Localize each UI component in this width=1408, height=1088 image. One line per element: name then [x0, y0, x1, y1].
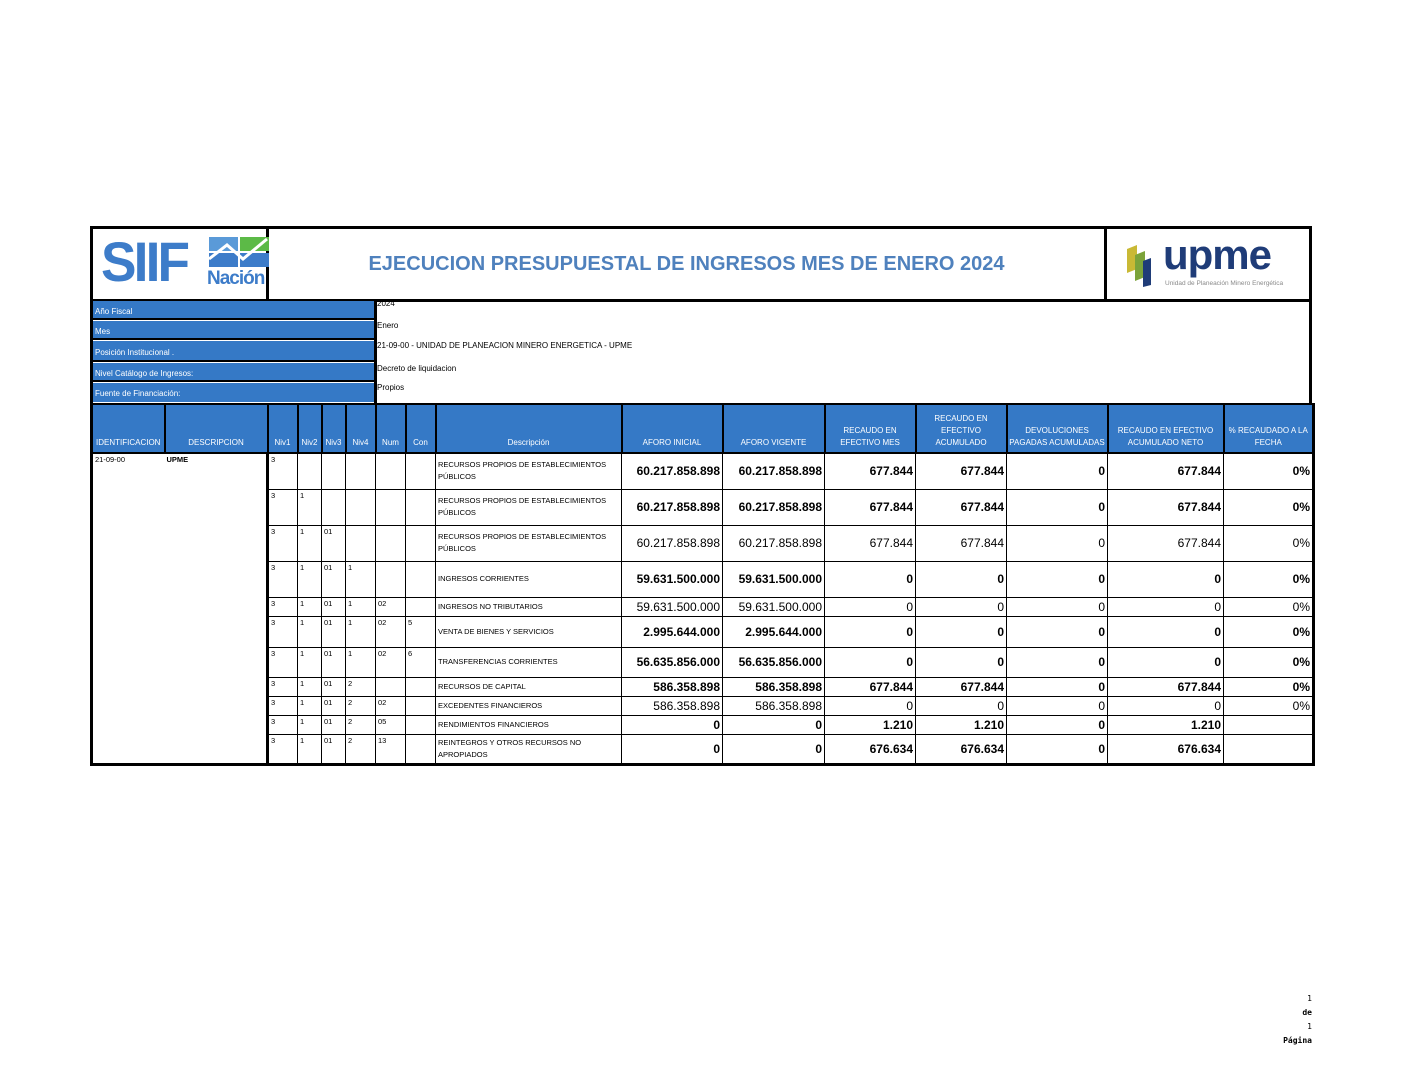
con-cell: 5: [406, 616, 436, 647]
recaudo-mes-cell: 0: [825, 597, 916, 616]
col-header-niv3: Niv3: [322, 404, 346, 453]
info-label: Posición Institucional .: [93, 341, 374, 362]
niv1-cell: 3: [268, 715, 298, 734]
con-cell: [406, 715, 436, 734]
concept-description-cell: TRANSFERENCIAS CORRIENTES: [436, 647, 622, 677]
concept-description-cell: RECURSOS PROPIOS DE ESTABLECIMIENTOS PÚBLICOS: [436, 453, 622, 489]
table-row: [92, 715, 1314, 734]
aforo-inicial-cell: 60.217.858.898: [622, 489, 723, 525]
niv4-cell: 2: [346, 696, 376, 715]
col-header-recaudo-neto: RECAUDO EN EFECTIVO ACUMULADO NETO: [1108, 404, 1224, 453]
table-row: [92, 525, 1314, 561]
page-label: Página: [1283, 1036, 1312, 1045]
niv4-cell: 1: [346, 647, 376, 677]
table-row: [92, 616, 1314, 647]
pct-cell: 0%: [1224, 489, 1314, 525]
recaudo-neto-cell: 1.210: [1108, 715, 1224, 734]
niv4-cell: [346, 489, 376, 525]
aforo-vigente-cell: 0: [723, 734, 825, 764]
page-current: 1: [1307, 994, 1312, 1003]
aforo-inicial-cell: 60.217.858.898: [622, 525, 723, 561]
recaudo-mes-cell: 0: [825, 616, 916, 647]
aforo-vigente-cell: 0: [723, 715, 825, 734]
info-value: Enero: [377, 321, 399, 330]
niv2-cell: 1: [298, 715, 322, 734]
col-header-description: Descripción: [436, 404, 622, 453]
pct-cell: 0%: [1224, 677, 1314, 696]
devoluciones-cell: 0: [1007, 734, 1108, 764]
recaudo-mes-cell: 0: [825, 647, 916, 677]
recaudo-acum-cell: 0: [916, 561, 1007, 597]
recaudo-mes-cell: 677.844: [825, 453, 916, 489]
aforo-inicial-cell: 586.358.898: [622, 677, 723, 696]
niv2-cell: 1: [298, 677, 322, 696]
devoluciones-cell: 0: [1007, 561, 1108, 597]
niv3-cell: [322, 489, 346, 525]
table-row: [92, 597, 1314, 616]
aforo-inicial-cell: 0: [622, 715, 723, 734]
niv4-cell: 2: [346, 734, 376, 764]
recaudo-mes-cell: 0: [825, 561, 916, 597]
niv4-cell: 1: [346, 597, 376, 616]
recaudo-neto-cell: 677.844: [1108, 453, 1224, 489]
page-indicator: [1283, 992, 1312, 1048]
info-label: Fuente de Financiación:: [93, 383, 374, 402]
concept-description-cell: RENDIMIENTOS FINANCIEROS: [436, 715, 622, 734]
recaudo-mes-cell: 0: [825, 696, 916, 715]
recaudo-neto-cell: 0: [1108, 561, 1224, 597]
col-header-niv4: Niv4: [346, 404, 376, 453]
col-header-recaudo-mes: RECAUDO EN EFECTIVO MES: [825, 404, 916, 453]
con-cell: [406, 489, 436, 525]
niv1-cell: 3: [268, 677, 298, 696]
aforo-vigente-cell: 586.358.898: [723, 677, 825, 696]
aforo-vigente-cell: 2.995.644.000: [723, 616, 825, 647]
report-title: EJECUCION PRESUPUESTAL DE INGRESOS MES DE ENERO 2024: [368, 252, 1005, 275]
niv1-cell: 3: [268, 734, 298, 764]
table-body: [92, 453, 1314, 764]
niv2-cell: 1: [298, 616, 322, 647]
aforo-vigente-cell: 60.217.858.898: [723, 489, 825, 525]
pct-cell: [1224, 715, 1314, 734]
recaudo-mes-cell: 677.844: [825, 677, 916, 696]
recaudo-acum-cell: 677.844: [916, 453, 1007, 489]
recaudo-neto-cell: 677.844: [1108, 525, 1224, 561]
upme-logo-text: upme: [1163, 231, 1272, 278]
recaudo-neto-cell: 0: [1108, 597, 1224, 616]
num-cell: [376, 677, 406, 696]
upme-logo: [1107, 229, 1309, 299]
aforo-vigente-cell: 586.358.898: [723, 696, 825, 715]
aforo-vigente-cell: 60.217.858.898: [723, 525, 825, 561]
col-header-descripcion: DESCRIPCION: [165, 404, 268, 453]
niv3-cell: 01: [322, 734, 346, 764]
table-row: [92, 561, 1314, 597]
info-row-funding-source: [93, 383, 1309, 403]
concept-description-cell: REINTEGROS Y OTROS RECURSOS NO APROPIADOS: [436, 734, 622, 764]
col-header-con: Con: [406, 404, 436, 453]
niv3-cell: 01: [322, 647, 346, 677]
niv4-cell: [346, 525, 376, 561]
pct-cell: 0%: [1224, 597, 1314, 616]
col-header-devoluciones: DEVOLUCIONES PAGADAS ACUMULADAS: [1007, 404, 1108, 453]
devoluciones-cell: 0: [1007, 696, 1108, 715]
devoluciones-cell: 0: [1007, 597, 1108, 616]
title-cell: [269, 229, 1107, 299]
aforo-inicial-cell: 59.631.500.000: [622, 561, 723, 597]
aforo-vigente-cell: 59.631.500.000: [723, 597, 825, 616]
niv2-cell: 1: [298, 734, 322, 764]
con-cell: [406, 734, 436, 764]
niv4-cell: 1: [346, 561, 376, 597]
num-cell: [376, 453, 406, 489]
niv3-cell: 01: [322, 597, 346, 616]
recaudo-mes-cell: 1.210: [825, 715, 916, 734]
pct-cell: 0%: [1224, 561, 1314, 597]
col-header-aforo-inicial: AFORO INICIAL: [622, 404, 723, 453]
num-cell: [376, 489, 406, 525]
niv3-cell: 01: [322, 677, 346, 696]
niv4-cell: 2: [346, 677, 376, 696]
num-cell: [376, 561, 406, 597]
con-cell: [406, 597, 436, 616]
con-cell: 6: [406, 647, 436, 677]
recaudo-mes-cell: 676.634: [825, 734, 916, 764]
niv3-cell: 01: [322, 525, 346, 561]
niv3-cell: 01: [322, 561, 346, 597]
info-row-month: [93, 321, 1309, 341]
recaudo-acum-cell: 0: [916, 696, 1007, 715]
niv3-cell: 01: [322, 696, 346, 715]
con-cell: [406, 561, 436, 597]
recaudo-neto-cell: 677.844: [1108, 489, 1224, 525]
aforo-inicial-cell: 59.631.500.000: [622, 597, 723, 616]
info-value: 21-09-00 - UNIDAD DE PLANEACION MINERO ENERGETICA - UPME: [377, 341, 633, 350]
siif-logo: [93, 229, 269, 299]
niv2-cell: [298, 453, 322, 489]
niv1-cell: 3: [268, 561, 298, 597]
recaudo-acum-cell: 0: [916, 647, 1007, 677]
aforo-vigente-cell: 56.635.856.000: [723, 647, 825, 677]
col-header-niv1: Niv1: [268, 404, 298, 453]
pct-cell: [1224, 734, 1314, 764]
info-label: Nivel Catálogo de Ingresos:: [93, 363, 374, 382]
col-header-recaudo-acumulado: RECAUDO EN EFECTIVO ACUMULADO: [916, 404, 1007, 453]
con-cell: [406, 453, 436, 489]
recaudo-acum-cell: 677.844: [916, 489, 1007, 525]
niv3-cell: [322, 453, 346, 489]
info-label: Año Fiscal: [93, 301, 374, 320]
table-row: [92, 453, 1314, 489]
num-cell: 02: [376, 647, 406, 677]
concept-description-cell: VENTA DE BIENES Y SERVICIOS: [436, 616, 622, 647]
niv3-cell: 01: [322, 715, 346, 734]
niv1-cell: 3: [268, 453, 298, 489]
pct-cell: 0%: [1224, 453, 1314, 489]
aforo-inicial-cell: 60.217.858.898: [622, 453, 723, 489]
num-cell: 13: [376, 734, 406, 764]
concept-description-cell: RECURSOS PROPIOS DE ESTABLECIMIENTOS PÚBLICOS: [436, 489, 622, 525]
col-header-pct-recaudado: % RECAUDADO A LA FECHA: [1224, 404, 1314, 453]
devoluciones-cell: 0: [1007, 647, 1108, 677]
table-row: [92, 489, 1314, 525]
table-header-row: [92, 404, 1314, 453]
devoluciones-cell: 0: [1007, 489, 1108, 525]
table-row: [92, 734, 1314, 764]
niv2-cell: 1: [298, 561, 322, 597]
devoluciones-cell: 0: [1007, 715, 1108, 734]
trend-chart-icon: [209, 237, 269, 267]
aforo-inicial-cell: 2.995.644.000: [622, 616, 723, 647]
aforo-inicial-cell: 0: [622, 734, 723, 764]
pct-cell: 0%: [1224, 616, 1314, 647]
col-header-aforo-vigente: AFORO VIGENTE: [723, 404, 825, 453]
niv2-cell: 1: [298, 647, 322, 677]
info-value: Propios: [377, 383, 405, 392]
report-header: [90, 226, 1312, 302]
siif-logo-text: SIIF: [101, 230, 188, 293]
niv2-cell: 1: [298, 696, 322, 715]
recaudo-acum-cell: 677.844: [916, 525, 1007, 561]
concept-description-cell: INGRESOS NO TRIBUTARIOS: [436, 597, 622, 616]
pct-cell: 0%: [1224, 647, 1314, 677]
descripcion-cell: UPME: [165, 453, 268, 764]
info-row-fiscal-year: [93, 301, 1309, 321]
devoluciones-cell: 0: [1007, 677, 1108, 696]
recaudo-mes-cell: 677.844: [825, 525, 916, 561]
recaudo-acum-cell: 1.210: [916, 715, 1007, 734]
recaudo-neto-cell: 0: [1108, 696, 1224, 715]
recaudo-neto-cell: 676.634: [1108, 734, 1224, 764]
upme-logo-subtext: Unidad de Planeación Minero Energética: [1165, 280, 1284, 287]
recaudo-neto-cell: 677.844: [1108, 677, 1224, 696]
table-row: [92, 647, 1314, 677]
recaudo-acum-cell: 677.844: [916, 677, 1007, 696]
num-cell: 05: [376, 715, 406, 734]
devoluciones-cell: 0: [1007, 453, 1108, 489]
aforo-vigente-cell: 60.217.858.898: [723, 453, 825, 489]
siif-logo-subtext: Nación: [207, 268, 265, 289]
aforo-vigente-cell: 59.631.500.000: [723, 561, 825, 597]
upme-mark-icon: [1125, 241, 1161, 287]
num-cell: 02: [376, 696, 406, 715]
concept-description-cell: EXCEDENTES FINANCIEROS: [436, 696, 622, 715]
niv2-cell: 1: [298, 597, 322, 616]
col-header-identificacion: IDENTIFICACION: [92, 404, 165, 453]
num-cell: 02: [376, 616, 406, 647]
niv1-cell: 3: [268, 696, 298, 715]
recaudo-neto-cell: 0: [1108, 647, 1224, 677]
table-row: [92, 677, 1314, 696]
num-cell: 02: [376, 597, 406, 616]
niv4-cell: 1: [346, 616, 376, 647]
concept-description-cell: INGRESOS CORRIENTES: [436, 561, 622, 597]
identificacion-cell: 21-09-00: [92, 453, 165, 764]
concept-description-cell: RECURSOS DE CAPITAL: [436, 677, 622, 696]
recaudo-acum-cell: 0: [916, 597, 1007, 616]
info-row-catalog-level: [93, 363, 1309, 383]
niv2-cell: 1: [298, 525, 322, 561]
page-of: de: [1302, 1008, 1312, 1017]
devoluciones-cell: 0: [1007, 616, 1108, 647]
con-cell: [406, 696, 436, 715]
niv4-cell: 2: [346, 715, 376, 734]
table-row: [92, 696, 1314, 715]
devoluciones-cell: 0: [1007, 525, 1108, 561]
niv1-cell: 3: [268, 616, 298, 647]
con-cell: [406, 525, 436, 561]
num-cell: [376, 525, 406, 561]
info-row-institutional-position: [93, 341, 1309, 361]
page-total: 1: [1307, 1022, 1312, 1031]
col-header-niv2: Niv2: [298, 404, 322, 453]
pct-cell: 0%: [1224, 525, 1314, 561]
budget-table: [90, 403, 1315, 766]
niv1-cell: 3: [268, 597, 298, 616]
info-label: Mes: [93, 321, 374, 340]
niv2-cell: 1: [298, 489, 322, 525]
con-cell: [406, 677, 436, 696]
recaudo-neto-cell: 0: [1108, 616, 1224, 647]
info-value: Decreto de liquidacion: [377, 364, 457, 373]
niv1-cell: 3: [268, 525, 298, 561]
niv4-cell: [346, 453, 376, 489]
recaudo-acum-cell: 0: [916, 616, 1007, 647]
aforo-inicial-cell: 586.358.898: [622, 696, 723, 715]
niv3-cell: 01: [322, 616, 346, 647]
aforo-inicial-cell: 56.635.856.000: [622, 647, 723, 677]
recaudo-mes-cell: 677.844: [825, 489, 916, 525]
concept-description-cell: RECURSOS PROPIOS DE ESTABLECIMIENTOS PÚBLICOS: [436, 525, 622, 561]
niv1-cell: 3: [268, 647, 298, 677]
info-value: 2024: [377, 299, 395, 308]
recaudo-acum-cell: 676.634: [916, 734, 1007, 764]
col-header-num: Num: [376, 404, 406, 453]
niv1-cell: 3: [268, 489, 298, 525]
report-parameters: [90, 299, 1312, 406]
pct-cell: 0%: [1224, 696, 1314, 715]
